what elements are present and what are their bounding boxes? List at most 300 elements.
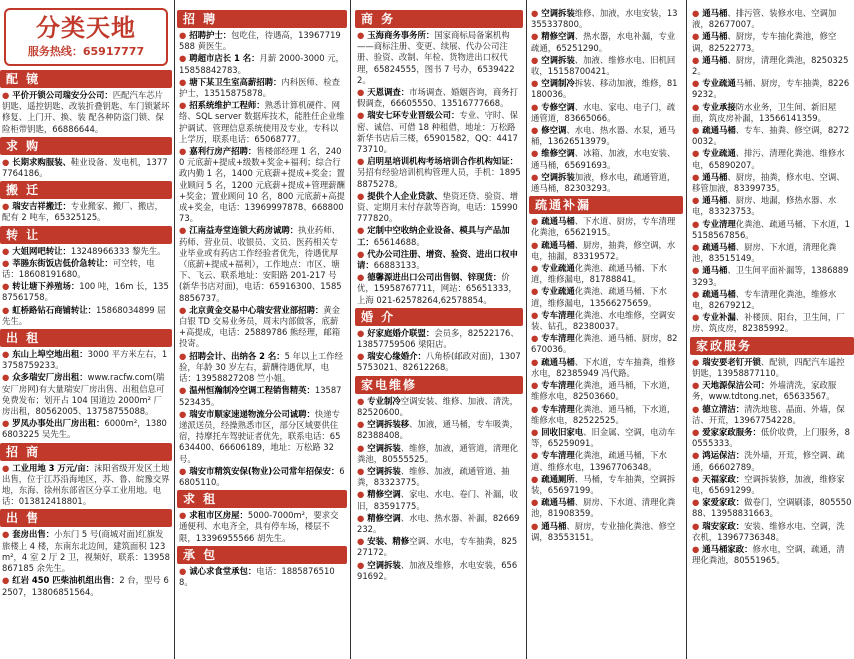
classified-ad xyxy=(355,110,523,155)
bullet-icon: ● xyxy=(692,288,703,299)
column-2 xyxy=(177,0,347,659)
bullet-icon: ● xyxy=(2,418,13,429)
section-header: 婚 介 xyxy=(355,308,523,326)
classified-ad xyxy=(529,55,683,77)
bullet-icon: ● xyxy=(531,54,542,65)
bullet-icon: ● xyxy=(2,304,13,315)
ad-headline: 专修空调 xyxy=(541,101,575,112)
bullet-icon: ● xyxy=(531,450,542,461)
section-header: 配 镜 xyxy=(0,70,172,88)
bullet-icon: ● xyxy=(531,239,542,250)
classified-ad xyxy=(177,305,347,350)
ad-body: 包吃住，待遇高，13967719588 黄医生。 xyxy=(179,30,341,52)
ad-body: 13587523435。 xyxy=(179,385,342,407)
classified-ad xyxy=(0,372,172,417)
ad-headline: 温州恒瀚制冷空调工程销售精英： xyxy=(189,385,315,396)
bullet-icon: ● xyxy=(357,225,368,236)
ad-body: 66883133。 xyxy=(373,260,425,271)
classified-ad xyxy=(177,53,347,75)
ad-body: 另招有经验培训机构管理人员，手机：18958875278。 xyxy=(357,167,521,189)
ad-headline: 精修空调 xyxy=(367,512,401,523)
ad-body: 做卷门，空调刷漆，80555088、13958831663。 xyxy=(692,497,852,519)
classified-ad xyxy=(0,90,172,135)
bullet-icon: ● xyxy=(179,304,190,315)
ad-headline: 空调拆装 xyxy=(367,559,401,570)
ad-headline: 定制中空收纳企业设备、模具与产品加工： xyxy=(357,225,510,247)
bullet-icon: ● xyxy=(2,281,13,292)
section-header: 出 售 xyxy=(0,509,172,527)
bullet-icon: ● xyxy=(357,395,368,406)
ad-headline: 修空调 xyxy=(541,125,567,136)
classified-ad xyxy=(690,265,854,287)
ad-headline: 平价开锁公司瑞安分公司： xyxy=(12,90,113,100)
classified-ad xyxy=(690,78,854,100)
ad-headline: 鸿运保洁： xyxy=(702,450,745,461)
bullet-icon: ● xyxy=(2,257,13,268)
classified-ad xyxy=(529,521,683,543)
ad-headline: 江南益寿堂连锁大药房诚聘： xyxy=(189,225,299,236)
classified-ad xyxy=(529,310,683,332)
ad-body: 、厨房、下水道、清理化粪池，81908359。 xyxy=(531,497,676,519)
ad-headline: 通马桶 xyxy=(702,31,728,42)
ad-body: 、卫生间平面补漏等，13868893293。 xyxy=(692,265,849,287)
classified-ad xyxy=(690,404,854,426)
ad-headline: 精修空调 xyxy=(367,489,401,500)
classified-ad xyxy=(355,249,523,271)
classified-ad xyxy=(177,225,347,303)
ad-body: 、维修，加液，通管道，清理化粪池，80555525。 xyxy=(357,442,518,464)
section-header: 招 聘 xyxy=(177,10,347,28)
section-header: 家政服务 xyxy=(690,337,854,355)
ad-headline: 工业用地 3 万元/亩： xyxy=(12,462,94,473)
bullet-icon: ● xyxy=(692,380,703,391)
ad-headline: 套房出售： xyxy=(12,529,55,540)
ad-body: 66805110。 xyxy=(179,465,345,487)
ad-headline: 空调拆装 xyxy=(367,442,401,453)
ad-body: 洗外墙，开荒，修空调、疏通，66602789。 xyxy=(692,450,845,472)
ad-body: 价优，15958767711，网站：65651333，上海 021-62578264,62578854。 xyxy=(357,272,517,305)
ad-headline: 瑞安心缘婚介： xyxy=(367,351,426,362)
bullet-icon: ● xyxy=(692,497,703,508)
bullet-icon: ● xyxy=(531,520,542,531)
classified-ad xyxy=(529,148,683,170)
classified-ad xyxy=(177,351,347,385)
ad-headline: 众多瑞安厂房出租： xyxy=(12,372,88,383)
ad-headline: 精修空调 xyxy=(541,31,575,42)
ad-body: 空调安装、维修、加液、清洗，82520600。 xyxy=(357,395,518,417)
classified-ad xyxy=(177,510,347,544)
ad-headline: 专业承接 xyxy=(702,101,736,112)
classified-ad xyxy=(355,156,523,190)
ad-headline: 爱家家政服务： xyxy=(702,426,761,437)
bullet-icon: ● xyxy=(357,156,368,167)
classified-ad xyxy=(355,513,523,535)
ad-headline: 专车清理 xyxy=(541,380,575,391)
ad-body: 、下水道，专车抽粪，维修水电，82385949 冯代路。 xyxy=(531,356,676,378)
bullet-icon: ● xyxy=(357,351,368,362)
ad-headline: 代办公司注册、增资、验资、进出口权申请： xyxy=(357,248,518,271)
bullet-icon: ● xyxy=(692,520,703,531)
ad-headline: 瑞安市精筑安保(物业)公司常年招保安： xyxy=(189,465,340,476)
bullet-icon: ● xyxy=(357,327,368,338)
ad-headline: 疏通马桶 xyxy=(541,216,575,227)
ad-body: 熟悉计算机硬件、网络、SQL server 数据库技术，能胜任企业维护调试、管理信息系统使用及专业，专科以上学历，联系电话：65068777。 xyxy=(179,100,345,144)
ad-headline: 通马桶 xyxy=(702,171,728,182)
brand-box xyxy=(4,8,168,66)
bullet-icon: ● xyxy=(357,419,368,430)
bullet-icon: ● xyxy=(357,272,368,283)
bullet-icon: ● xyxy=(357,87,368,98)
bullet-icon: ● xyxy=(531,148,542,159)
ad-body: 化粪池、疏通马桶、下水道，维修漏电，13566275659。 xyxy=(531,286,667,308)
classified-ad xyxy=(355,396,523,418)
ad-headline: 专业制冷 xyxy=(367,395,401,406)
classified-ad xyxy=(0,201,172,223)
ad-body: 、厨房，抽粪，修水电、空调、移管加液，83399735。 xyxy=(692,171,845,194)
bullet-icon: ● xyxy=(179,146,190,157)
bullet-icon: ● xyxy=(357,465,368,476)
ad-body: 、厨房，抽粪，修空调，水电，抽漏，83319572。 xyxy=(531,239,676,261)
ad-headline: 红岩 450 匹柴油机组出售： xyxy=(12,575,120,586)
classified-ad xyxy=(529,357,683,379)
ad-headline: 空调制冷 xyxy=(541,78,575,89)
ad-headline: 通马桶 xyxy=(702,54,728,65)
ad-headline: 安装、精修 xyxy=(367,536,410,547)
column-3 xyxy=(355,0,523,659)
bullet-icon: ● xyxy=(692,171,703,182)
ad-body: 清洗地毯、晶面、外墙，保洁、开荒，13967754228。 xyxy=(692,403,845,425)
ad-body: 修水电，空调，疏通，清理化粪池，80551965。 xyxy=(692,543,845,566)
classified-ad xyxy=(529,8,683,30)
ad-headline: 通马桶 xyxy=(541,520,567,531)
brand-hotline: 服务热线：65917777 xyxy=(27,45,145,58)
ad-headline: 回收旧家电 xyxy=(541,426,584,437)
ad-body: 、加液及维修，水电安装，65691692。 xyxy=(357,559,518,581)
classified-ad xyxy=(529,125,683,147)
bullet-icon: ● xyxy=(2,201,13,212)
bullet-icon: ● xyxy=(692,8,703,18)
ad-body: 专业搬家、搬厂、搬店，配有 2 吨车，65325125。 xyxy=(2,201,163,223)
ad-headline: 启明星培训机构考场培训合作机构知证： xyxy=(367,156,518,167)
classified-ad xyxy=(529,216,683,238)
bullet-icon: ● xyxy=(692,195,703,206)
ad-body: 国家商标局备案机构——商标注册、变更、续展、代办公司注册、验资、改制、年检、货物进出口权代理，65824555，图书 7 号办，65394222。 xyxy=(357,30,515,85)
bullet-icon: ● xyxy=(2,349,13,360)
classified-ad xyxy=(529,474,683,496)
ad-body: 、排污、清理化粪池、维修水电，65890207。 xyxy=(692,148,845,170)
ad-headline: 疏通马桶 xyxy=(702,288,736,299)
section-header: 招 商 xyxy=(0,443,172,461)
classified-ad xyxy=(177,566,347,588)
ad-headline: 疏通马桶 xyxy=(541,497,575,508)
ad-body: 加液，修水电，疏通管道，通马桶，82303293。 xyxy=(531,171,676,194)
bullet-icon: ● xyxy=(179,465,190,476)
classified-ad xyxy=(0,418,172,440)
classified-ad xyxy=(177,385,347,407)
ad-headline: 疏通厕所 xyxy=(541,473,575,484)
ad-body: 化粪池、疏通马桶、下水道，15158567856。 xyxy=(692,218,850,240)
bullet-icon: ● xyxy=(357,536,368,547)
ad-body: 化粪池、疏通马桶、下水道，维修漏电，81788841。 xyxy=(531,263,667,285)
section-header: 承 包 xyxy=(177,546,347,564)
classified-ad xyxy=(690,521,854,543)
bullet-icon: ● xyxy=(692,450,703,461)
bullet-icon: ● xyxy=(357,248,368,259)
ad-body: 防水业务，卫生间、新旧屋面，筑皮房补漏，13566141359。 xyxy=(692,101,837,123)
ad-headline: 天地源保洁公司： xyxy=(702,380,770,391)
bullet-icon: ● xyxy=(531,78,542,89)
ad-body: 、下水道、厨房，专车清理化粪池，65621915。 xyxy=(531,216,676,238)
ad-headline: 天福家政： xyxy=(702,473,745,484)
classified-ad xyxy=(690,544,854,566)
ad-headline: 瑞安要老钉开锁 xyxy=(702,356,761,367)
ad-body: 、厨房，专车抽化粪池，修空调，82522773。 xyxy=(692,31,837,53)
classified-ad xyxy=(690,195,854,217)
ad-body: 、厨房、下水道，清理化粪池，83515149。 xyxy=(692,242,837,264)
classified-ad xyxy=(177,100,347,145)
ad-body: 、热水器，水电补漏，专业疏通，65251290。 xyxy=(531,31,676,53)
bullet-icon: ● xyxy=(531,171,542,182)
ad-body: 、厨房、地漏，修热水器、水电，83323753。 xyxy=(692,195,837,217)
bullet-icon: ● xyxy=(357,559,368,570)
classified-ad xyxy=(0,575,172,597)
classified-ad xyxy=(690,102,854,124)
bullet-icon: ● xyxy=(531,101,542,112)
bullet-icon: ● xyxy=(357,110,368,121)
ad-headline: 专业疏通 xyxy=(541,286,575,297)
classified-ad xyxy=(690,172,854,194)
ad-body: 、排污管、装修水电、空调加液，82677007。 xyxy=(692,8,837,30)
classified-ad xyxy=(690,497,854,519)
ad-headline: 空调拆装 xyxy=(541,8,575,18)
classified-ad xyxy=(177,146,347,224)
ad-body: 化粪池、通马桶、厨房，82670036。 xyxy=(531,333,678,355)
ad-body: 月薪 2000-3000 元，15858842783。 xyxy=(179,53,345,75)
ad-body: 13248966333 黎先生。 xyxy=(70,245,166,256)
classified-ad xyxy=(0,463,172,508)
section-header: 转 让 xyxy=(0,226,172,244)
section-header: 商 务 xyxy=(355,10,523,28)
ad-body: 、厨房，清理化粪池，82503252。 xyxy=(692,54,849,77)
bullet-icon: ● xyxy=(692,403,703,414)
classified-ad xyxy=(355,489,523,511)
ad-headline: 东山上埠空地出租： xyxy=(12,349,88,360)
ad-headline: 好家庭婚介联盟： xyxy=(367,327,435,338)
classified-ad xyxy=(690,474,854,496)
ad-body: 、水电、热水器、补漏，82669232。 xyxy=(357,512,520,534)
bullet-icon: ● xyxy=(692,218,703,229)
bullet-icon: ● xyxy=(692,125,703,136)
ad-body: 匹配汽车芯片钥匙、遥控钥匙、改装折叠钥匙、车门锁紧坏修复、上门开、换、装 配各种防盗门锁、保险柜带钥匙，66886644。 xyxy=(2,90,170,134)
bullet-icon: ● xyxy=(531,125,542,136)
column-1 xyxy=(0,0,172,659)
ad-body: 、水电、家电、电子门，疏通管道，83665066。 xyxy=(531,101,676,123)
ad-headline: 空调拆装 xyxy=(541,54,575,65)
bullet-icon: ● xyxy=(2,372,13,383)
classified-ad xyxy=(0,157,172,179)
classified-ad xyxy=(355,30,523,86)
bullet-icon: ● xyxy=(692,473,703,484)
ad-headline: 大姐网吧转让： xyxy=(12,245,71,256)
ad-body: 售楼部经理 1 名，2400 元底薪+提成+级数+奖金+福利；综合行政内勤 1 名，1400 元底薪+提成+奖金；置业顾问 5 名，1200 元底薪+提成+管理薪酬+奖金；置业顾问 10 名，800 元底薪+高提成+奖金，电话：13969997878、66880073。 xyxy=(179,146,345,224)
classified-ad xyxy=(355,351,523,373)
ad-headline: 家爱家政： xyxy=(702,497,745,508)
ad-body: 、专车清理化粪池，维修水电，82679212。 xyxy=(692,288,837,311)
bullet-icon: ● xyxy=(531,333,542,344)
classified-ad xyxy=(355,272,523,306)
bullet-icon: ● xyxy=(531,263,542,274)
bullet-icon: ● xyxy=(357,190,368,201)
ad-body: 、家电、水电、卷门、补漏，收旧，83591775。 xyxy=(357,489,518,511)
classified-ad xyxy=(355,466,523,488)
classified-ad xyxy=(690,125,854,147)
column-4 xyxy=(529,0,683,659)
section-header: 疏通补漏 xyxy=(529,196,683,214)
ad-body: 拆装、移动加液，维修，81180036。 xyxy=(531,78,678,100)
ad-headline: 聘超市店长 1 名： xyxy=(189,53,260,64)
ad-headline: 瑞安七环专业晋级公司： xyxy=(367,110,460,121)
ad-headline: 通马桶家政： xyxy=(702,543,753,554)
ad-body: 化粪池，疏通马桶，下水道、维修水电，13967706348。 xyxy=(531,450,667,472)
classified-ad xyxy=(529,380,683,402)
bullet-icon: ● xyxy=(692,148,703,159)
ad-headline: 转让塘下养殖场： xyxy=(12,281,80,292)
classified-ad xyxy=(529,286,683,308)
classified-ad xyxy=(355,191,523,225)
ad-body: 5000-7000m²，要求交通便利、水电齐全，具有停车场，楼层不限，13396955566 胡先生。 xyxy=(179,510,339,543)
classified-ad xyxy=(690,8,854,30)
column-divider xyxy=(686,0,687,659)
bullet-icon: ● xyxy=(692,54,703,65)
ad-body: 专业、守时、保密、诚信、可借 18 种租借，地址：万松路新华书店后三楼，65901582，QQ：441773710。 xyxy=(357,110,518,155)
bullet-icon: ● xyxy=(692,265,703,276)
ad-headline: 招聘会计、出纳各 2 名： xyxy=(189,350,285,361)
bullet-icon: ● xyxy=(531,497,542,508)
ad-body: 会员多，82522176、13857759506 梁阳店。 xyxy=(357,327,519,350)
section-header: 出 租 xyxy=(0,329,172,347)
bullet-icon: ● xyxy=(692,312,703,323)
ad-body: 安装、维修水电、空调，洗衣机，13967736348。 xyxy=(692,520,845,542)
ad-body: 化粪池、水电维修，空调安装、钻孔，82380037。 xyxy=(531,309,676,332)
ad-headline: 虹桥路钻石商铺转让： xyxy=(12,304,96,315)
ad-headline: 瑞安吉祥搬迁： xyxy=(12,201,71,212)
ad-body: 可空转，电话：18608191680。 xyxy=(2,257,155,280)
bullet-icon: ● xyxy=(531,426,542,437)
classified-ad xyxy=(0,305,172,327)
bullet-icon: ● xyxy=(179,385,190,396)
ad-body: 小东门 5 号(商城对面)红旗发旅楼上 4 楼，东南东北边间，建筑面积 123m²，4 室 2 厅 2 卫，视频好，联系：13958867185 余先生。 xyxy=(2,529,170,574)
ad-headline: 空调拆装 xyxy=(541,171,575,182)
bullet-icon: ● xyxy=(179,350,190,361)
ad-headline: 嘉利行房产招聘： xyxy=(189,146,257,157)
ad-headline: 北京黄金交易中心瑞安营业部招聘： xyxy=(189,304,324,315)
ad-body: 垫资还贷、验资、增资、定期月末付存款等咨询，电话：15990777820。 xyxy=(357,190,518,224)
ad-body: 、冰箱、加液，水电安装、通马桶，65691693。 xyxy=(531,148,676,170)
ad-headline: 瑞安市顺家速递物流分公司诚聘： xyxy=(189,408,315,419)
ad-headline: 德馨源进出口公司出售钢、锌现货： xyxy=(367,272,502,283)
classified-ad xyxy=(690,312,854,334)
ad-body: 15868034899 屈先生。 xyxy=(2,304,166,326)
ad-headline: 空调拆装移 xyxy=(367,419,410,430)
bullet-icon: ● xyxy=(179,565,190,576)
ad-body: 、专车、抽粪、修空调，82720032。 xyxy=(692,125,850,147)
ad-headline: 瑞安家政： xyxy=(702,520,745,531)
classified-ad xyxy=(529,427,683,449)
ad-body: 、补楼顶、阳台，卫生间，厂房、筑皮房，82385992。 xyxy=(692,312,845,334)
ad-body: 维修、加液，水电安装，13355337800。 xyxy=(531,8,678,30)
bullet-icon: ● xyxy=(2,529,13,540)
ad-body: 外墙清洗，家政服务，www.tdtong.net，65633567。 xyxy=(692,380,837,402)
bullet-icon: ● xyxy=(692,543,703,554)
ad-headline: 长期求购服装、 xyxy=(12,156,71,167)
ad-headline: 通马桶 xyxy=(702,265,728,276)
ad-headline: 维修空调 xyxy=(541,148,575,159)
classified-ad xyxy=(177,409,347,465)
ad-headline: 天恩调查： xyxy=(367,87,410,98)
column-divider xyxy=(350,0,351,659)
ad-body: 65614688。 xyxy=(373,236,425,247)
ad-headline: 莘塍东街饭店低价急转让： xyxy=(12,257,113,268)
classified-ad xyxy=(355,87,523,109)
bullet-icon: ● xyxy=(531,309,542,320)
classified-ad xyxy=(529,78,683,100)
classified-ad xyxy=(529,333,683,355)
ad-headline: 德立清洁： xyxy=(702,403,745,414)
ad-headline: 专车清理 xyxy=(541,333,575,344)
classified-ad xyxy=(355,536,523,558)
classified-ad xyxy=(690,380,854,402)
ad-body: 2 台，型号 62507，13806851564。 xyxy=(2,575,169,597)
bullet-icon: ● xyxy=(531,286,542,297)
ad-body: 、维修、加液，疏通管道、抽粪，83323775。 xyxy=(357,465,510,488)
ad-headline: 求租市区房屋： xyxy=(189,510,248,521)
ad-body: 鞋业设备、发电机，13777764186。 xyxy=(2,156,168,179)
ad-headline: 招聘护士： xyxy=(189,30,232,40)
bullet-icon: ● xyxy=(531,216,542,227)
ad-headline: 专车清理 xyxy=(541,403,575,414)
ad-body: 、水电、热水器、水泵，通马桶，13626513979。 xyxy=(531,125,676,147)
ad-headline: 专业清理 xyxy=(702,218,736,229)
ad-headline: 专车清理 xyxy=(541,450,575,461)
ad-headline: 专业疏通 xyxy=(702,148,736,159)
bullet-icon: ● xyxy=(692,426,703,437)
classified-ad xyxy=(690,242,854,264)
classified-ad xyxy=(690,427,854,449)
bullet-icon: ● xyxy=(692,356,703,367)
classified-ad xyxy=(355,419,523,441)
classified-ad xyxy=(529,263,683,285)
classified-ad xyxy=(177,30,347,52)
bullet-icon: ● xyxy=(179,76,190,87)
bullet-icon: ● xyxy=(2,156,13,167)
ad-body: www.racfw.com(瑞安厂房网)有大量瑞安厂房出售、出租信息可免费发布；划开占 104 国道边 2000m² 厂房出租，80562005、13758755088。 xyxy=(2,372,165,417)
classified-ad xyxy=(529,497,683,519)
bullet-icon: ● xyxy=(531,356,542,367)
bullet-icon: ● xyxy=(531,473,542,484)
classified-ad xyxy=(690,450,854,472)
ad-body: 执业药师、药师、营业员、收银员、文员、医药相关专业毕业或有药店工作经验者优先，待遇优厚（底薪+提成+福利），工作地点：市区、塘下、飞云、联系地址：安阳路 201-217 号(新华书店对面)，电话：65916300、15858856737。 xyxy=(179,225,342,303)
bullet-icon: ● xyxy=(357,442,368,453)
ad-body: 空调、水电，专车抽粪，82527172。 xyxy=(357,536,518,558)
bullet-icon: ● xyxy=(179,100,190,111)
ad-body: 内科医师、检查护士，13515875878。 xyxy=(179,76,340,99)
ad-headline: 罗凤办事处出厂房出租： xyxy=(12,418,105,429)
classified-ad xyxy=(690,357,854,379)
ad-body: 化粪池、通马桶，下水道，维修水电，82522525。 xyxy=(531,403,676,425)
ad-body: 快递专递派送员，经操熟悉市区，部分区域要供住宿，持摩托车驾驶证者优先，联系电话：65634400、66606189，地址：万松路 32 号。 xyxy=(179,408,341,464)
bullet-icon: ● xyxy=(179,408,190,419)
ad-headline: 提供个人企业贷款、 xyxy=(367,190,443,201)
